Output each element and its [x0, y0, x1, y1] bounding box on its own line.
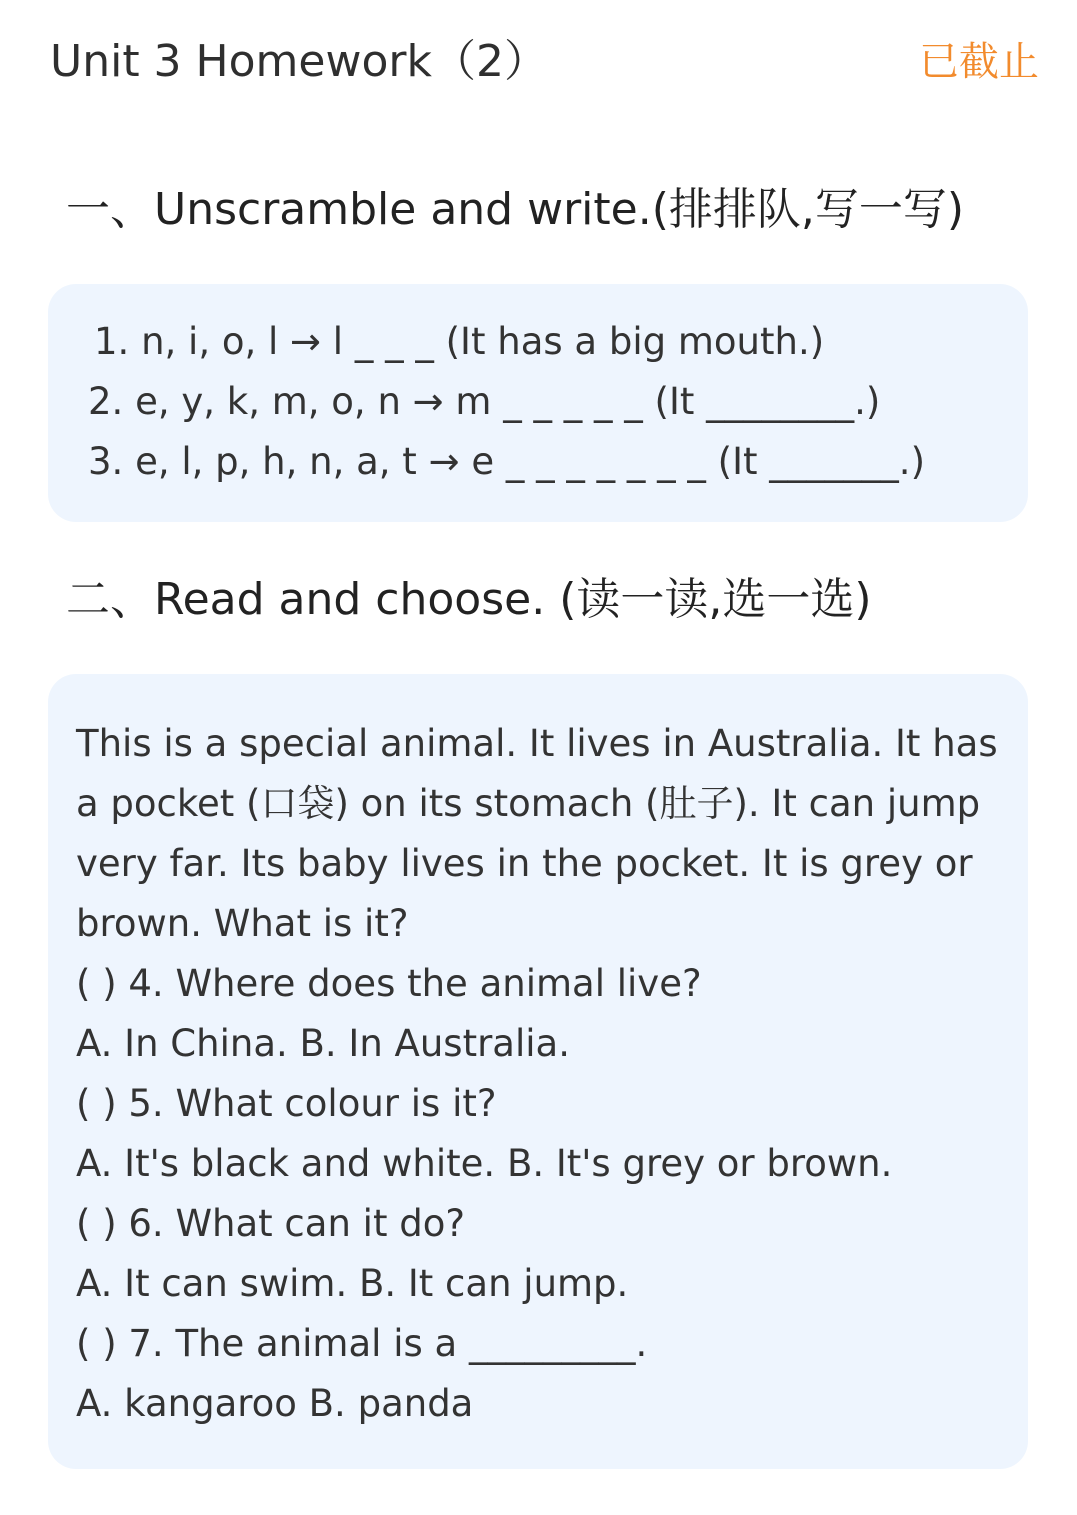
unscramble-item-3: 3. e, l, p, h, n, a, t → e _ _ _ _ _ _ _ (It _______.)	[88, 440, 925, 483]
header	[0, 0, 1077, 124]
section-heading-unscramble: 一、Unscramble and write.(排排队,写一写)	[66, 184, 965, 235]
question-7: ( ) 7. The animal is a _________.	[76, 1322, 648, 1365]
reading-card	[48, 674, 1028, 1469]
question-5: ( ) 5. What colour is it?	[76, 1082, 497, 1125]
reading-passage: This is a special animal. It lives in Australia. It has a pocket (口袋) on its stomach (肚子). It can jump very far. Its baby lives in the pocket. It is grey or brown. What is it?	[76, 722, 998, 945]
question-4-options: A. In China. B. In Australia.	[76, 1022, 570, 1065]
page-title: Unit 3 Homework（2）	[50, 36, 548, 87]
question-7-options: A. kangaroo B. panda	[76, 1382, 474, 1425]
unscramble-item-2: 2. e, y, k, m, o, n → m _ _ _ _ _ (It ________.)	[88, 380, 881, 423]
unscramble-item-1: 1. n, i, o, l → l _ _ _ (It has a big mouth.)	[94, 320, 825, 363]
status-badge: 已截止	[919, 39, 1039, 85]
question-5-options: A. It's black and white. B. It's grey or brown.	[76, 1142, 893, 1185]
question-6: ( ) 6. What can it do?	[76, 1202, 465, 1245]
unscramble-card	[48, 284, 1028, 522]
question-4: ( ) 4. Where does the animal live?	[76, 962, 702, 1005]
section-heading-read-choose: 二、Read and choose. (读一读,选一选)	[66, 574, 872, 625]
question-6-options: A. It can swim. B. It can jump.	[76, 1262, 629, 1305]
